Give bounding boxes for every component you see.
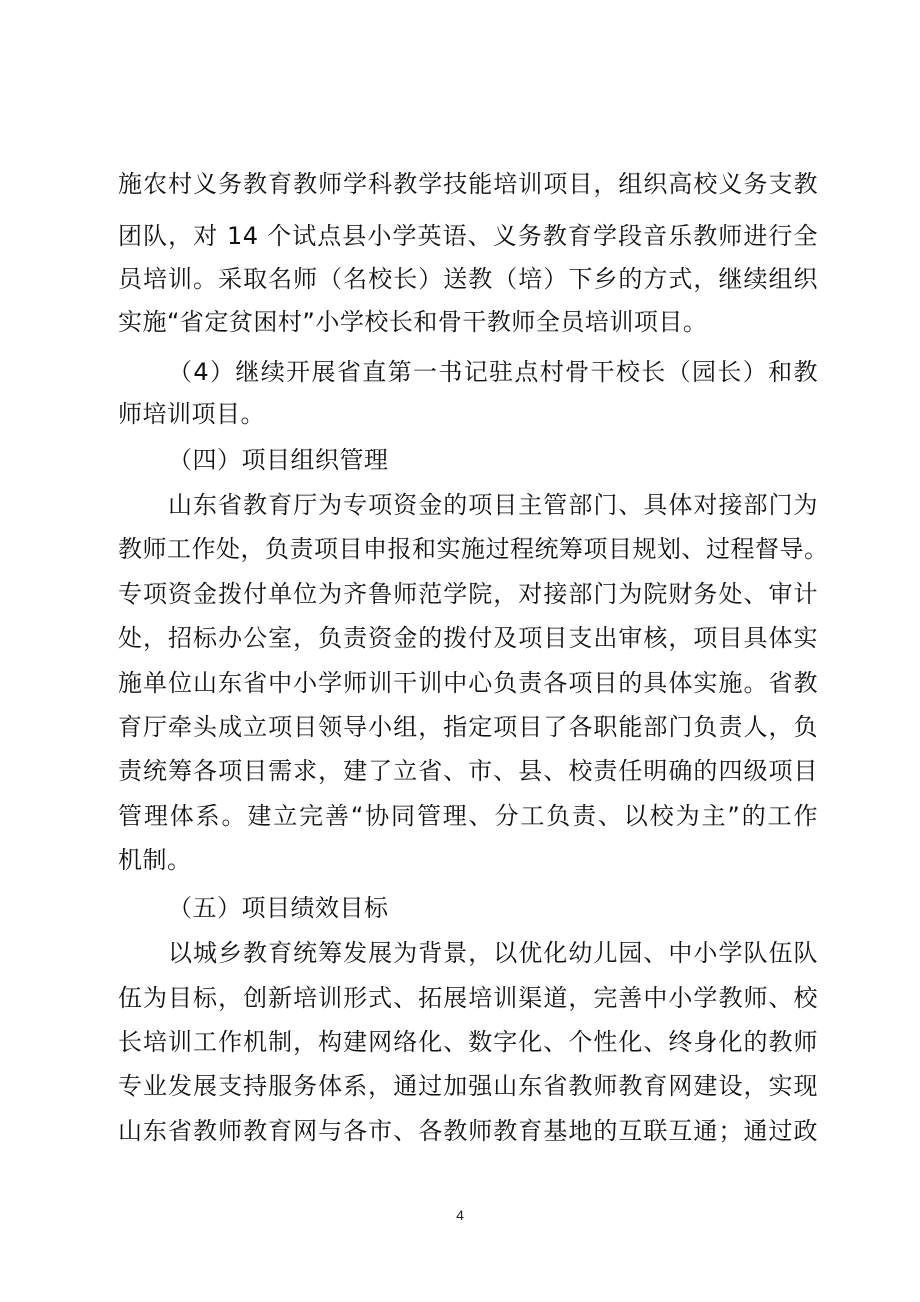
body-text-line: 专业发展支持服务体系，通过加强山东省教师教育网建设，实现: [118, 1072, 818, 1100]
section-heading: （四）项目组织管理: [168, 446, 389, 474]
paragraph-first-line: 山东省教育厅为专项资金的项目主管部门、具体对接部门为: [168, 491, 818, 519]
body-text-line: 团队，对 14 个试点县小学英语、义务教育学段音乐教师进行全: [118, 222, 818, 250]
body-text-line: 施单位山东省中小学师训干训中心负责各项目的具体实施。省教: [118, 669, 818, 697]
body-text-line: 施农村义务教育教师学科教学技能培训项目，组织高校义务支教: [118, 170, 818, 198]
body-text-line: 处，招标办公室，负责资金的拨付及项目支出审核，项目具体实: [118, 624, 818, 652]
body-text-line: 育厅牵头成立项目领导小组，指定项目了各职能部门负责人，负: [118, 713, 818, 741]
body-text-line: 实施“省定贫困村”小学校长和骨干教师全员培训项目。: [118, 308, 708, 336]
paragraph-first-line: 以城乡教育统筹发展为背景，以优化幼儿园、中小学队伍队: [168, 939, 818, 967]
body-text-line: 伍为目标，创新培训形式、拓展培训渠道，完善中小学教师、校: [118, 984, 818, 1012]
body-text-line: 机制。: [118, 846, 192, 874]
body-text-line: 长培训工作机制，构建网络化、数字化、个性化、终身化的教师: [118, 1028, 818, 1056]
body-text-line: 管理体系。建立完善“协同管理、分工负责、以校为主”的工作: [118, 802, 818, 830]
list-item-text: （4）继续开展省直第一书记驻点村骨干校长（园长）和教: [168, 358, 818, 386]
body-text-line: 师培训项目。: [118, 400, 265, 428]
page-number: 4: [456, 1207, 464, 1223]
body-text-line: 教师工作处，负责项目申报和实施过程统筹项目规划、过程督导。: [118, 535, 829, 563]
body-text-line: 专项资金拨付单位为齐鲁师范学院，对接部门为院财务处、审计: [118, 580, 818, 608]
body-text-line: 员培训。采取名师（名校长）送教（培）下乡的方式，继续组织: [118, 265, 818, 293]
body-text-line: 山东省教师教育网与各市、各教师教育基地的互联互通；通过政: [118, 1117, 818, 1145]
body-text-line: 责统筹各项目需求，建了立省、市、县、校责任明确的四级项目: [118, 757, 818, 785]
section-heading: （五）项目绩效目标: [168, 894, 389, 922]
